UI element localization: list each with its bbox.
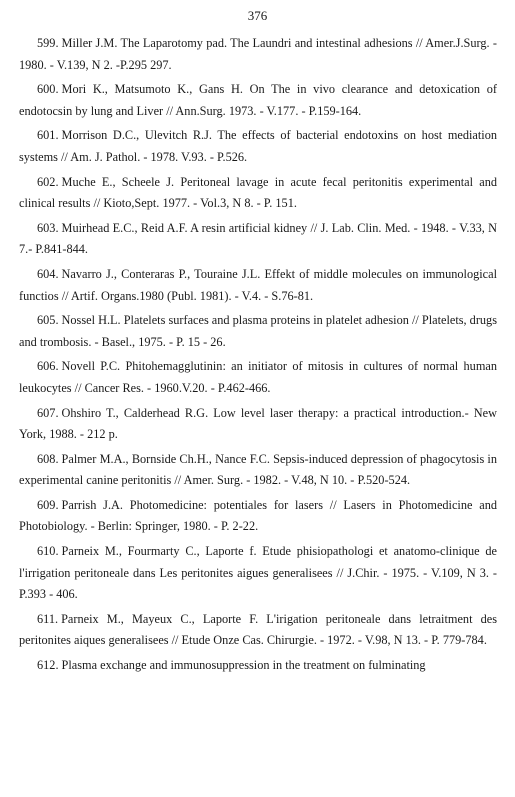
reference-list bbox=[19, 33, 497, 680]
reference-number: 611. bbox=[37, 611, 59, 626]
reference-text: Mori K., Matsumoto K., Gans H. On The in vivo clearance and detoxication of endotocsin by lung and Liver // Ann.Surg. 1973. - V.177. - P.159-164. bbox=[19, 82, 497, 118]
reference-number: 607. bbox=[37, 405, 59, 420]
reference-number: 603. bbox=[37, 220, 59, 235]
reference-number: 609. bbox=[37, 497, 59, 512]
reference-number: 612. bbox=[37, 658, 59, 673]
reference-text: Morrison D.C., Ulevitch R.J. The effects of bacterial endotoxins on host mediation systems // Am. J. Pathol. - 1978. V.93. - P.526. bbox=[19, 128, 497, 164]
reference-number: 602. bbox=[37, 174, 59, 189]
reference-entry bbox=[19, 403, 497, 446]
reference-text: Parneix M., Fourmarty C., Laporte f. Etude phisiopathologi et anatomo-clinique de l'irrigation peritoneale dans Les peritonites aigues generalisees // J.Chir. - 1975. - V.109, N 3. - P.393 - 406. bbox=[19, 544, 497, 602]
reference-entry bbox=[19, 655, 497, 677]
reference-entry bbox=[19, 609, 497, 652]
reference-entry bbox=[19, 495, 497, 538]
reference-number: 599. bbox=[37, 36, 59, 50]
reference-entry bbox=[19, 310, 497, 353]
reference-number: 605. bbox=[37, 313, 59, 328]
reference-text: Palmer M.A., Bornside Ch.H., Nance F.C. Sepsis-induced depression of phagocytosis in experimental canine peritonitis // Amer. Surg. - 1982. - V.48, N 10. - P.520-524. bbox=[19, 451, 497, 488]
reference-number: 606. bbox=[37, 359, 59, 374]
reference-entry bbox=[19, 449, 497, 492]
reference-number: 600. bbox=[37, 82, 59, 97]
reference-number: 610. bbox=[37, 544, 59, 559]
reference-entry bbox=[19, 218, 497, 261]
reference-text: Navarro J., Conteraras P., Touraine J.L. Effekt of middle molecules on immunological functios // Artif. Organs.1980 (Publ. 1981). - V.4. - S.76-81. bbox=[19, 266, 497, 303]
reference-entry bbox=[19, 79, 497, 122]
page-number: 376 bbox=[247, 8, 268, 23]
reference-text: Novell P.C. Phitohemagglutinin: an initiator of mitosis in cultures of normal human leukocytes // Cancer Res. - 1960.V.20. - P.462-466. bbox=[19, 359, 497, 395]
reference-text: Parrish J.A. Photomedicine: potentiales for lasers // Lasers in Photomedicine and Photobiology. - Berlin: Springer, 1980. - P. 2-22. bbox=[19, 497, 497, 534]
reference-entry bbox=[19, 125, 497, 168]
reference-text: Miller J.M. The Laparotomy pad. The Laundri and intestinal adhesions // Amer.J.Surg. - 1980. - V.139, N 2. -P.295 297. bbox=[19, 36, 497, 72]
reference-text: Parneix M., Mayeux C., Laporte F. L'irigation peritoneale dans letraitment des peritonites aiques generalisees // Etude Onze Cas. Chirurgie. - 1972. - V.98, N 13. - P. 779-784. bbox=[19, 611, 497, 648]
reference-entry bbox=[19, 172, 497, 215]
reference-number: 604. bbox=[37, 266, 59, 281]
reference-number: 601. bbox=[37, 128, 59, 143]
reference-entry bbox=[19, 541, 497, 606]
reference-entry bbox=[19, 33, 497, 76]
reference-text: Nossel H.L. Platelets surfaces and plasma proteins in platelet adhesion // Platelets, drugs and trombosis. - Basel., 1975. - P. 15 - 26. bbox=[19, 313, 497, 349]
reference-text: Ohshiro T., Calderhead R.G. Low level laser therapy: a practical introduction.- New York, 1988. - 212 p. bbox=[19, 405, 497, 442]
reference-text: Plasma exchange and immunosuppression in the treatment on fulminating bbox=[61, 658, 426, 673]
reference-entry bbox=[19, 356, 497, 399]
reference-number: 608. bbox=[37, 451, 59, 466]
reference-text: Muche E., Scheele J. Peritoneal lavage in acute fecal peritonitis experimental and clinical results // Kioto,Sept. 1977. - Vol.3, N 8. - P. 151. bbox=[19, 174, 497, 211]
reference-text: Muirhead E.C., Reid A.F. A resin artificial kidney // J. Lab. Clin. Med. - 1948. - V.33, N 7.- P.841-844. bbox=[19, 220, 497, 257]
reference-entry bbox=[19, 264, 497, 307]
